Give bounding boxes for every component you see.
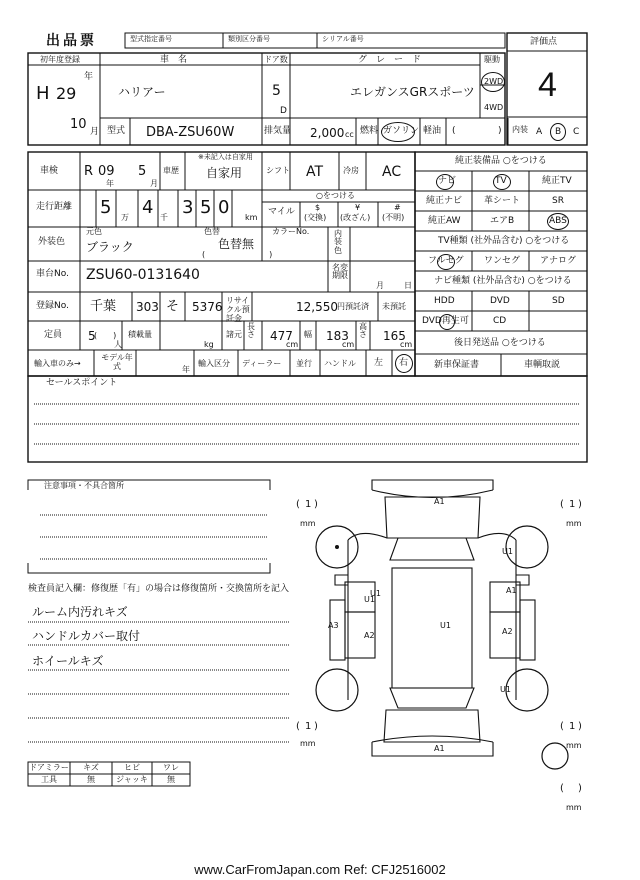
- tread-fl-close: ): [314, 499, 318, 510]
- paint-label: 色替: [204, 227, 220, 236]
- equip-tv-circle: [493, 174, 511, 190]
- width-label: 幅: [304, 330, 312, 339]
- width-unit: cm: [342, 340, 355, 349]
- note-line-1: ルーム内汚れキズ: [32, 605, 128, 619]
- unknown-sub: (不明): [382, 213, 405, 222]
- tread-rl-unit: mm: [300, 739, 316, 748]
- interior-color-label: 内装色: [334, 229, 342, 255]
- tread-fr-unit: mm: [566, 519, 582, 528]
- fuel-diesel: 軽油: [423, 126, 442, 136]
- tv-fullseg-circle: [437, 254, 455, 270]
- mark-rf-door: A1: [506, 586, 517, 595]
- footer-watermark: www.CarFromJapan.com Ref: CFJ2516002: [194, 862, 446, 877]
- equip-sr: SR: [552, 196, 564, 206]
- tv-header: TV種類 (社外品含む) ○をつける: [438, 236, 570, 246]
- name-change-label: 名変期限: [332, 263, 348, 281]
- load-label: 積載量: [128, 330, 152, 339]
- use-label: 車歴: [163, 166, 179, 175]
- paint-value: 色替無: [218, 237, 255, 251]
- first-reg-era: H: [36, 83, 50, 104]
- interior-b: B: [555, 127, 562, 137]
- mirror-header-2: キズ: [83, 763, 99, 772]
- tamper-sub: (改ざん): [340, 213, 371, 222]
- model-year-unit: 年: [182, 365, 190, 374]
- recycle-unpaid: 未預託: [382, 302, 406, 311]
- tread-rr-close: ): [578, 721, 582, 732]
- mirror-cell-2: 無: [87, 775, 95, 784]
- reg-number: 5376: [192, 300, 223, 314]
- mark-right-fender-front: U1: [502, 547, 513, 556]
- unknown-symbol: #: [394, 203, 401, 212]
- door-count: 5: [272, 83, 281, 99]
- mileage-label: 走行距離: [36, 202, 73, 212]
- mirror-header-1: ドアミラー: [29, 763, 69, 772]
- height-label: 高さ: [359, 322, 367, 340]
- equip-abs: ABS: [549, 216, 567, 226]
- name-change-month: 月: [376, 281, 384, 290]
- mark-front: A1: [434, 497, 445, 506]
- equip-abs-circle: [547, 213, 569, 230]
- exch-symbol: $: [315, 203, 321, 212]
- use-value: 自家用: [206, 166, 243, 180]
- car-name: ハリアー: [118, 85, 166, 99]
- mileage-digit-5: 0: [218, 197, 230, 218]
- evaluation-score: 4: [538, 66, 557, 104]
- fuel-gasoline: ガソリン: [383, 126, 420, 136]
- navi-cd: CD: [493, 316, 507, 326]
- import-div-label: 輸入区分: [198, 359, 230, 368]
- first-reg-month: 10: [70, 117, 87, 132]
- car-name-label: 車 名: [160, 55, 188, 65]
- tread-fr-open: (: [560, 499, 564, 510]
- exch-sub: (交換): [304, 213, 327, 222]
- handle-label: ハンドル: [324, 359, 356, 368]
- chassis-label: 車台No.: [36, 269, 69, 279]
- mark-right-fender-rear: U1: [500, 685, 511, 694]
- name-change-day: 日: [404, 281, 412, 290]
- width-value: 183: [326, 329, 349, 343]
- mark-rear: A1: [434, 744, 445, 753]
- handle-right: 右: [399, 358, 409, 368]
- tread-fl-value: 1: [305, 499, 312, 510]
- door-label: ドア数: [264, 55, 288, 64]
- tread-rl-value: 1: [305, 721, 312, 732]
- orig-color-label: 元色: [86, 227, 102, 236]
- inspection-year-unit: 年: [106, 179, 114, 188]
- mileage-sen: 千: [160, 213, 168, 222]
- mirror-header-3: ヒビ: [124, 763, 140, 772]
- tread-rr-open: (: [560, 721, 564, 732]
- reg-label: 登録No.: [36, 301, 69, 311]
- notes-label: 注意事項・不具合箇所: [44, 481, 124, 490]
- shift-value: AT: [306, 164, 324, 180]
- docs-header: 後日発送品 ○をつける: [454, 338, 546, 348]
- import-parallel: 並行: [296, 359, 312, 368]
- mileage-digit-2: 4: [142, 197, 154, 218]
- mark-roof: U1: [440, 621, 451, 630]
- capacity-unit: 人: [114, 340, 122, 349]
- tread-fr-value: 1: [569, 499, 576, 510]
- model-year-label: モデル年式: [101, 353, 133, 372]
- navi-header: ナビ種類 (社外品含む) ○をつける: [434, 276, 572, 286]
- reg-class: 303: [136, 300, 159, 314]
- recycle-amount: 12,550: [296, 300, 338, 314]
- interior-a: A: [536, 127, 543, 137]
- paren-close: ): [498, 126, 502, 136]
- capacity-label: 定員: [44, 330, 63, 340]
- handle-left: 左: [374, 358, 384, 368]
- drive-4wd: 4WD: [484, 103, 504, 112]
- tread-rr-value: 1: [569, 721, 576, 732]
- model-label: 型式: [107, 126, 126, 136]
- mirror-cell-1: 工具: [41, 775, 57, 784]
- mark-left-fender: U1: [370, 589, 381, 598]
- height-unit: cm: [400, 340, 413, 349]
- import-dealer: ディーラー: [242, 359, 282, 368]
- inspector-label: 検査員記入欄：修復歴「有」の場合は修復箇所・交換箇所を記入: [28, 584, 290, 594]
- recycle-label: リサイクル預託金: [226, 296, 250, 324]
- inspection-label: 車検: [40, 166, 59, 176]
- use-note: ※未記入は自家用: [198, 153, 253, 161]
- fuel-circle: [381, 122, 415, 142]
- recycle-unit: 円預託済: [337, 302, 369, 311]
- tamper-symbol: ¥: [355, 203, 361, 212]
- shift-label: シフト: [266, 166, 290, 175]
- handle-circle: [395, 354, 413, 373]
- docs-manual: 車輌取説: [524, 360, 561, 370]
- equip-header: 純正装備品 ○をつける: [455, 156, 547, 166]
- color-label: 外装色: [38, 237, 66, 247]
- month-unit: 月: [90, 127, 100, 137]
- mirror-cell-3: ジャッキ: [116, 775, 148, 784]
- sales-point-label: セールスポイント: [46, 378, 118, 388]
- inspection-era: R: [84, 164, 94, 179]
- note-line-2: ハンドルカバー取付: [32, 629, 141, 643]
- interior-circle: [550, 123, 566, 141]
- inspection-month: 5: [138, 164, 147, 179]
- drive-2wd: 2WD: [484, 77, 504, 86]
- grade-value: エレガンスGRスポーツ: [350, 85, 475, 99]
- mark-rr-door: A2: [502, 627, 513, 636]
- reg-kana: そ: [166, 299, 180, 314]
- first-reg-year: 29: [56, 84, 77, 103]
- equip-navi: ナビ: [438, 176, 457, 186]
- tread-fr-close: ): [578, 499, 582, 510]
- tv-analog: アナログ: [540, 256, 577, 266]
- capacity: 5: [88, 329, 96, 343]
- tread-spare-unit: mm: [566, 803, 582, 812]
- orig-color: ブラック: [86, 240, 134, 254]
- navi-sd: SD: [552, 296, 565, 306]
- equip-genuine-navi: 純正ナビ: [426, 196, 463, 206]
- equip-genuine-tv: 純正TV: [542, 176, 572, 186]
- year-unit: 年: [84, 72, 94, 82]
- vehicle-diagram: [330, 480, 535, 756]
- paren-open: (: [452, 126, 456, 136]
- score-label: 評価点: [530, 37, 558, 47]
- serial-label: シリアル番号: [322, 35, 364, 43]
- ac-value: AC: [382, 164, 402, 180]
- equip-airbag: エアB: [490, 216, 515, 226]
- equip-tv: TV: [495, 176, 507, 186]
- mileage-digit-4: 5: [200, 197, 212, 218]
- equip-navi-circle: [436, 174, 457, 190]
- mirror-cell-4: 無: [167, 775, 175, 784]
- equip-leather: 革シート: [484, 196, 521, 206]
- interior-label: 内装: [512, 125, 528, 134]
- model-code: DBA-ZSU60W: [146, 125, 235, 140]
- mark-lf-body: A2: [364, 631, 375, 640]
- inspection-month-unit: 月: [150, 179, 158, 188]
- tv-fullseg: フルセグ: [428, 256, 464, 266]
- displacement-unit: cc: [345, 130, 354, 139]
- drive-label: 駆動: [484, 55, 500, 64]
- length-value: 477: [270, 329, 293, 343]
- capacity-paren: ( ): [94, 331, 117, 340]
- tv-oneseg: ワンセグ: [484, 256, 521, 266]
- length-unit: cm: [286, 340, 299, 349]
- note-line-3: ホイールキズ: [32, 654, 104, 668]
- mileage-unit: km: [245, 213, 258, 222]
- tread-fl-open: (: [296, 499, 300, 510]
- mileage-circle-note: ○をつける: [316, 191, 355, 200]
- displacement-label: 排気量: [264, 126, 292, 136]
- mileage-digit-1: 5: [100, 197, 112, 218]
- equip-genuine-aw: 純正AW: [428, 216, 461, 226]
- paint-paren: ( ): [202, 250, 273, 259]
- fuel-label: 燃料: [360, 126, 379, 136]
- mark-lf-door: U1: [364, 595, 375, 604]
- navi-dvd: DVD: [490, 296, 510, 306]
- length-label: 長さ: [247, 322, 255, 340]
- reg-prefecture: 千葉: [90, 299, 117, 314]
- navi-hdd: HDD: [434, 296, 455, 306]
- tread-rl-open: (: [296, 721, 300, 732]
- tread-fl-unit: mm: [300, 519, 316, 528]
- tread-spare-open: (: [560, 783, 564, 794]
- first-reg-label: 初年度登録: [40, 55, 80, 64]
- tread-spare-close: ): [578, 783, 582, 794]
- height-value: 165: [383, 329, 406, 343]
- displacement: 2,000: [310, 126, 345, 140]
- spec-label: 諸元: [226, 330, 242, 339]
- drive-circle: [481, 72, 505, 92]
- navi-dvd-play: DVD再生可: [422, 316, 469, 326]
- form-title: 出品票: [46, 33, 97, 49]
- docs-warranty: 新車保証書: [434, 360, 480, 370]
- mileage-man: 万: [121, 213, 129, 222]
- load-unit: kg: [204, 340, 214, 349]
- interior-c: C: [573, 127, 580, 137]
- mirror-header-4: ワレ: [163, 763, 179, 772]
- grade-header: グ レ ー ド: [358, 55, 422, 65]
- mile-label: マイル: [268, 207, 295, 217]
- import-label: 輸入車のみ→: [34, 359, 81, 368]
- inspection-year: 09: [98, 164, 115, 179]
- mileage-digit-3: 3: [182, 197, 194, 218]
- chassis-number: ZSU60-0131640: [86, 267, 200, 283]
- category-label: 類別区分番号: [228, 35, 270, 43]
- ac-label: 冷房: [343, 166, 359, 175]
- type-designation-label: 型式指定番号: [130, 35, 172, 43]
- color-no-label: カラーNo.: [272, 227, 310, 236]
- mark-left-side: A3: [328, 621, 339, 630]
- tread-rl-close: ): [314, 721, 318, 732]
- door-suffix: D: [280, 106, 287, 116]
- tread-rr-unit: mm: [566, 741, 582, 750]
- navi-dvd-play-circle: [439, 314, 455, 330]
